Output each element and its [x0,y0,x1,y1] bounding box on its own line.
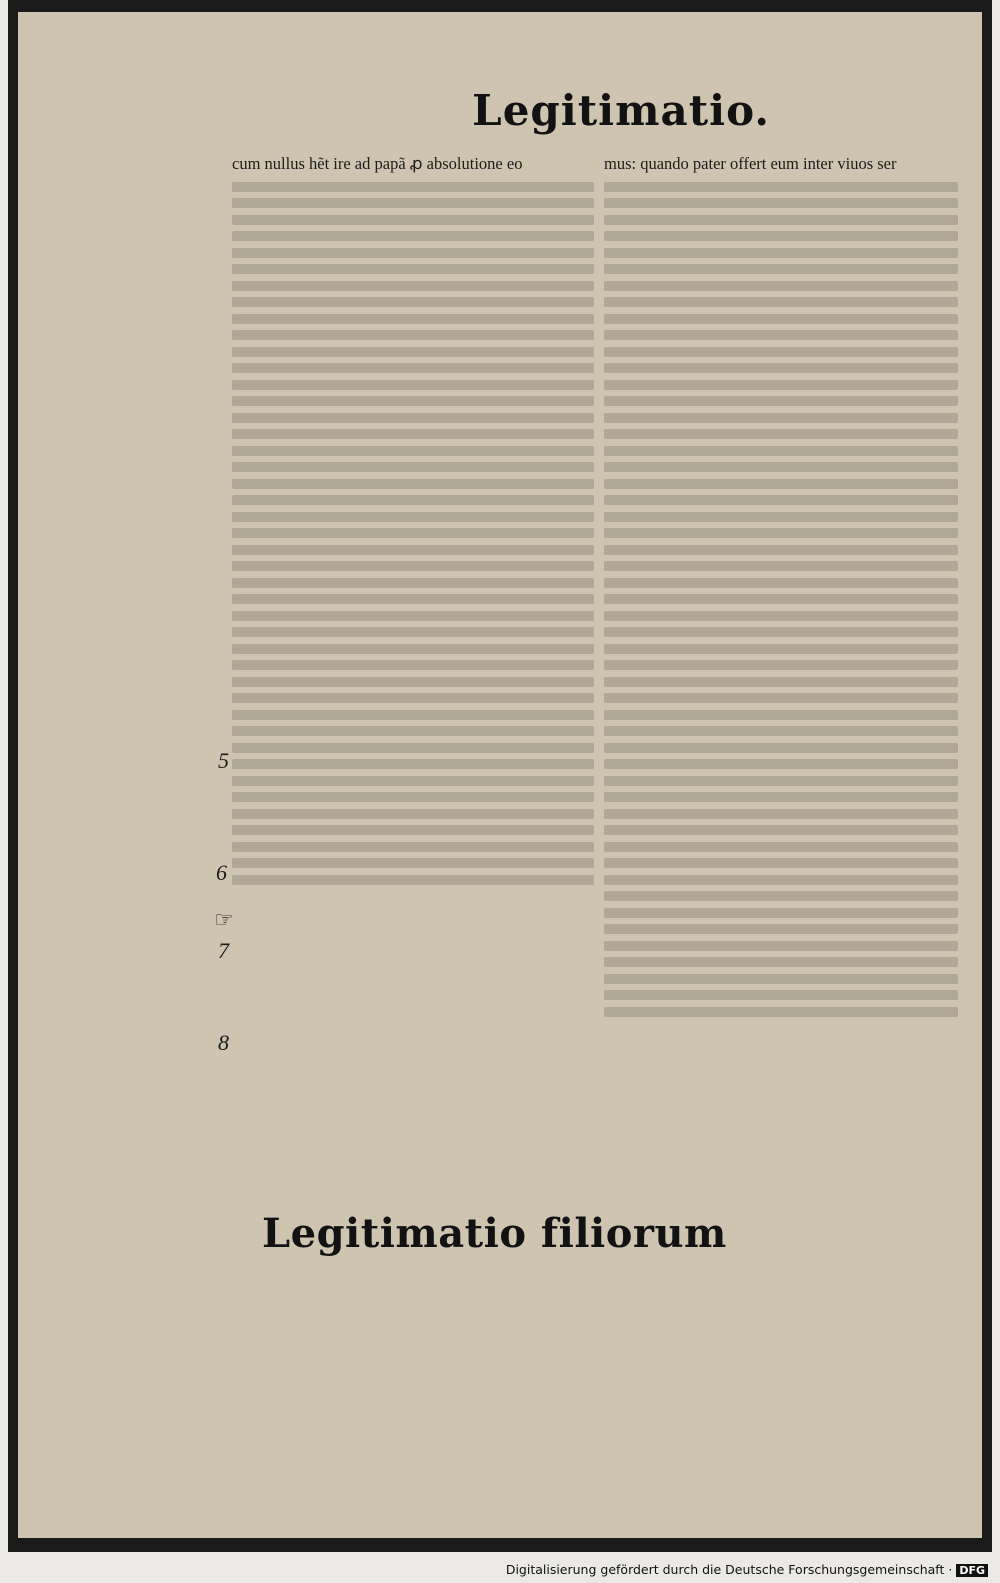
unread-line [232,281,594,291]
unread-line [232,495,594,505]
unread-line [604,231,958,241]
unread-line [232,182,594,192]
unread-line [604,528,958,538]
unread-line [232,578,594,588]
unread-line [604,1007,958,1017]
unread-line [604,858,958,868]
right-column [604,152,958,1023]
unread-line [604,941,958,951]
unread-line [604,198,958,208]
unread-line [232,314,594,324]
unread-line [232,347,594,357]
unread-line [604,495,958,505]
unread-line [232,611,594,621]
unread-line [604,330,958,340]
unread-line [604,545,958,555]
unread-line [604,380,958,390]
unread-line [604,578,958,588]
unread-line [232,710,594,720]
unread-line [604,561,958,571]
unread-line [604,660,958,670]
margin-number-8: 8 [218,1030,229,1055]
unread-line [604,215,958,225]
unread-line [232,479,594,489]
unread-line [232,743,594,753]
section-heading: Legitimatio filiorum [262,1210,727,1257]
left-column-first-line: cum nullus hẽt ire ad papã ꝓ absolutione eo [232,154,523,173]
unread-line [604,891,958,901]
unread-line [232,627,594,637]
unread-line [604,413,958,423]
unread-line [604,479,958,489]
unread-line [604,776,958,786]
unread-line [232,693,594,703]
unread-line [604,743,958,753]
unread-line [604,627,958,637]
unread-line [232,363,594,373]
unread-line [232,759,594,769]
unread-line [232,512,594,522]
margin-number-6: 6 [216,860,227,885]
unread-line [232,248,594,258]
unread-line [232,809,594,819]
unread-line [604,611,958,621]
unread-line [604,281,958,291]
unread-line [232,297,594,307]
unread-line [232,528,594,538]
unread-line [604,396,958,406]
unread-line [232,413,594,423]
unread-line [232,594,594,604]
unread-line [232,446,594,456]
unread-line [604,314,958,324]
manicule-icon: ☞ [214,908,234,933]
unread-line [604,990,958,1000]
unread-line [232,231,594,241]
unread-line [604,710,958,720]
dfg-logo: DFG [956,1564,988,1577]
unread-line [604,825,958,835]
unread-line [604,446,958,456]
unread-line [604,726,958,736]
unread-line [232,842,594,852]
margin-number-7: 7 [218,938,229,963]
unread-line [604,677,958,687]
unread-line [232,462,594,472]
unread-line [604,908,958,918]
unread-line [604,759,958,769]
unread-line [232,429,594,439]
unread-line [604,693,958,703]
unread-line [604,347,958,357]
digitization-footer [506,1562,988,1577]
unread-line [604,594,958,604]
unread-line [604,248,958,258]
unread-line [604,924,958,934]
unread-line [604,264,958,274]
unread-line [232,545,594,555]
unread-line [232,776,594,786]
unread-line [604,644,958,654]
unread-line [232,858,594,868]
unread-line [232,726,594,736]
unread-line [232,396,594,406]
running-head: Legitimatio. [472,86,770,135]
unread-line [232,875,594,885]
unread-line [604,429,958,439]
unread-line [232,792,594,802]
left-column [232,152,594,891]
unread-line [232,215,594,225]
unread-line [232,660,594,670]
unread-line [604,182,958,192]
unread-line [232,677,594,687]
unread-line [604,297,958,307]
unread-line [232,330,594,340]
unread-line [604,512,958,522]
unread-line [604,363,958,373]
unread-line [232,825,594,835]
right-column-first-line: mus: quando pater offert eum inter viuos ser [604,154,897,173]
unread-line [604,875,958,885]
footer-text: Digitalisierung gefördert durch die Deutsche Forschungsgemeinschaft · [505,1562,953,1577]
unread-line [604,809,958,819]
unread-line [232,264,594,274]
unread-line [604,842,958,852]
unread-line [232,198,594,208]
unread-line [604,792,958,802]
unread-line [604,462,958,472]
unread-line [604,957,958,967]
unread-line [232,644,594,654]
unread-line [232,561,594,571]
unread-line [604,974,958,984]
margin-number-5: 5 [218,748,229,773]
unread-line [232,380,594,390]
